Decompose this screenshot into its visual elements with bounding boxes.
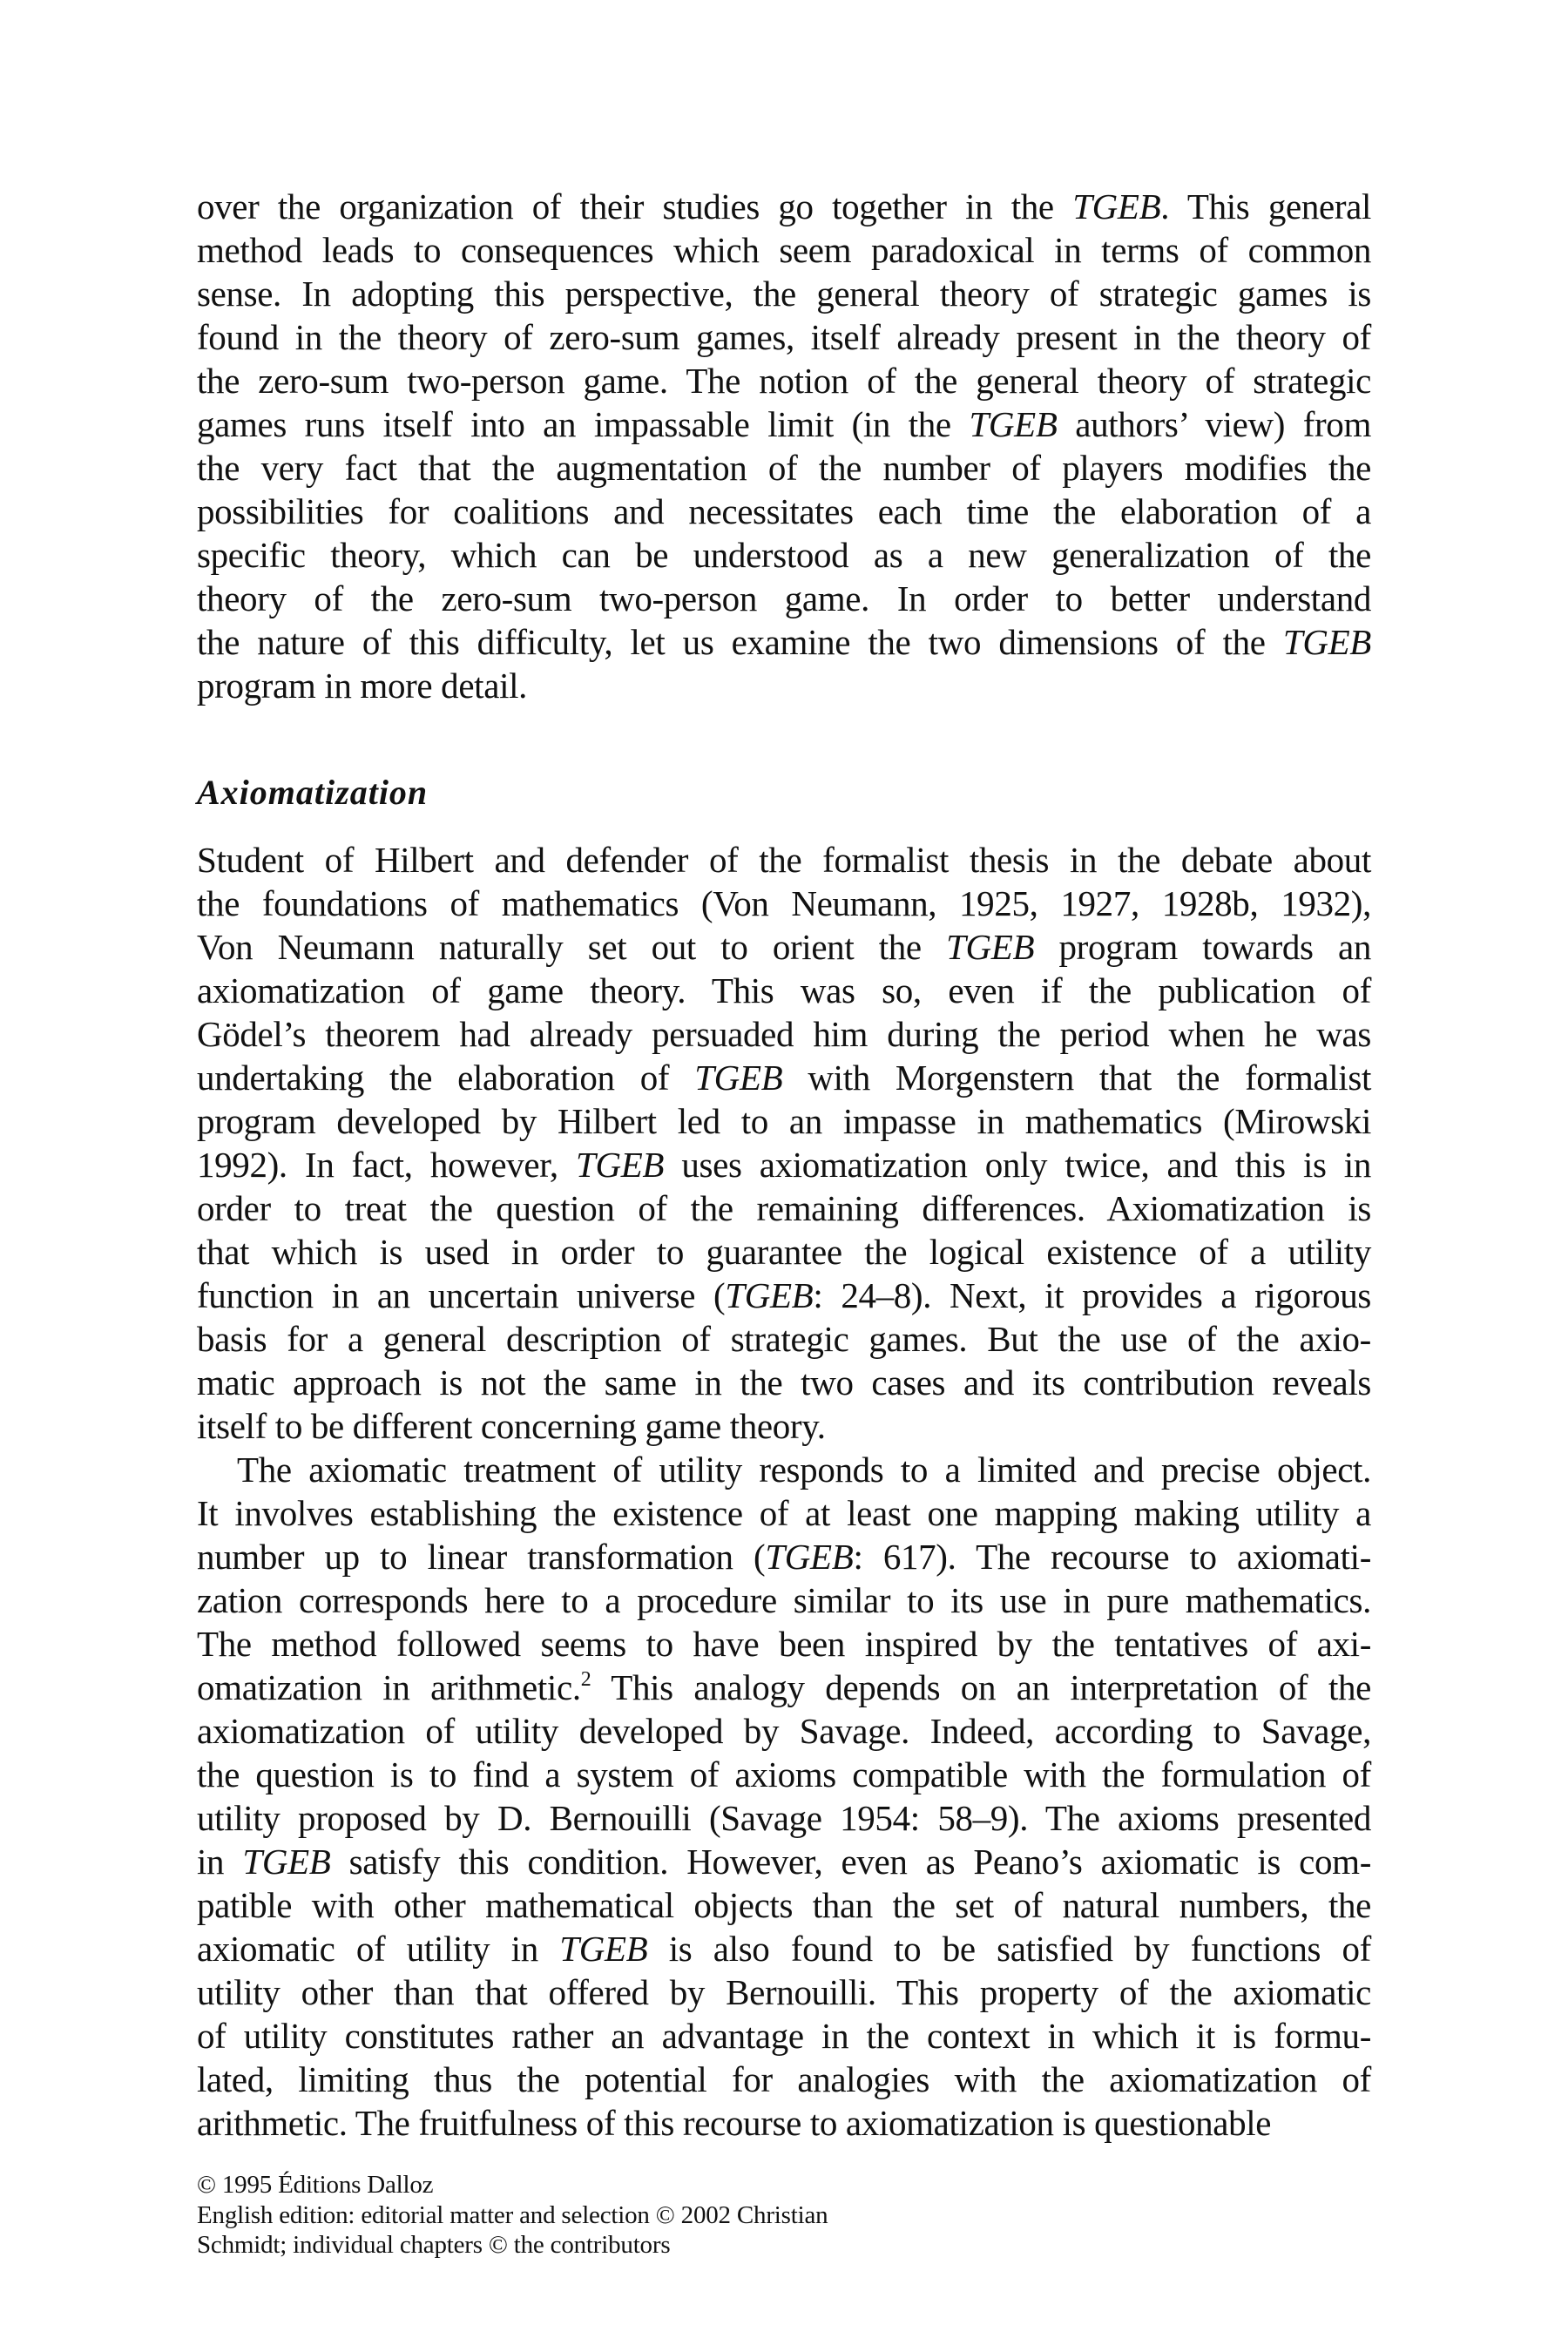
text-line: [197, 1361, 1371, 1404]
text-segment: specific theory, which can be understood as a new generalization of the: [197, 535, 1371, 575]
text-segment: Von Neumann naturally set out to orient the: [197, 927, 947, 967]
text-segment: that which is used in order to guarantee the logical existence of a utility: [197, 1232, 1371, 1272]
text-line: [197, 228, 1371, 272]
copyright-footer: [197, 2170, 1068, 2261]
text-segment: program developed by Hilbert led to an impasse in mathematics (Mirowski: [197, 1101, 1371, 1141]
italic-title: TGEB: [725, 1275, 814, 1315]
text-segment: basis for a general description of strategic games. But the use of the axio-: [197, 1319, 1371, 1359]
text-segment: method leads to consequences which seem paradoxical in terms of common: [197, 230, 1371, 270]
italic-title: TGEB: [694, 1058, 783, 1098]
text-segment: satisfy this condition. However, even as Peano’s axiomatic is com-: [330, 1842, 1372, 1882]
text-line: [197, 969, 1371, 1012]
text-segment: the zero-sum two-person game. The notion of the general theory of strategic: [197, 361, 1371, 401]
text-line: [197, 446, 1371, 490]
text-segment: in: [197, 1842, 243, 1882]
text-segment: the very fact that the augmentation of the number of players modifies the: [197, 448, 1371, 488]
text-line: [197, 1274, 1371, 1317]
text-segment: matic approach is not the same in the two cases and its contribution reveals: [197, 1362, 1371, 1402]
text-segment: It involves establishing the existence of at least one mapping making utility a: [197, 1493, 1371, 1533]
text-line: [197, 1448, 1371, 1491]
text-line: [197, 1753, 1371, 1796]
section-heading: Axiomatization: [197, 773, 429, 812]
text-segment: is also found to be satisfied by functions of: [647, 1929, 1371, 1969]
italic-title: TGEB: [765, 1537, 854, 1577]
text-segment: program in more detail.: [197, 666, 528, 706]
text-segment: utility other than that offered by Bernouilli. This property of the axiomatic: [197, 1972, 1371, 2012]
text-segment: Student of Hilbert and defender of the formalist thesis in the debate about: [197, 840, 1371, 880]
text-line: [197, 925, 1371, 969]
italic-title: TGEB: [946, 927, 1035, 967]
text-segment: order to treat the question of the remaining differences. Axiomatization is: [197, 1188, 1371, 1228]
text-segment: axiomatic of utility in: [197, 1929, 560, 1969]
text-segment: arithmetic. The fruitfulness of this recourse to axiomatization is questionable: [197, 2103, 1272, 2143]
text-line: [197, 1012, 1371, 1056]
text-segment: Gödel’s theorem had already persuaded him during the period when he was: [197, 1014, 1371, 1054]
text-line: [197, 1796, 1371, 1840]
text-line: [197, 1622, 1371, 1666]
text-line: [197, 882, 1371, 925]
text-segment: games runs itself into an impassable limit (in the: [197, 404, 970, 444]
text-line: [197, 2101, 1371, 2145]
text-segment: The method followed seems to have been inspired by the tentatives of axi-: [197, 1624, 1371, 1664]
text-segment: undertaking the elaboration of: [197, 1058, 695, 1098]
italic-title: TGEB: [1072, 186, 1161, 226]
text-line: [197, 1535, 1371, 1578]
italic-title: TGEB: [1282, 622, 1371, 662]
text-line: [197, 1709, 1371, 1753]
text-segment: : 617). The recourse to axiomati-: [853, 1537, 1371, 1577]
text-segment: uses axiomatization only twice, and this is in: [664, 1145, 1372, 1185]
text-segment: of utility constitutes rather an advantage in the context in which it is formu-: [197, 2016, 1371, 2056]
text-segment: the nature of this difficulty, let us examine the two dimensions of the: [197, 622, 1283, 662]
footnote-ref[interactable]: 2: [580, 1668, 591, 1691]
text-segment: possibilities for coalitions and necessitates each time the elaboration of a: [197, 491, 1371, 531]
text-segment: utility proposed by D. Bernouilli (Savage 1954: 58–9). The axioms presented: [197, 1798, 1371, 1838]
footer-line: © 1995 Éditions Dalloz: [197, 2171, 434, 2199]
text-line: [197, 185, 1371, 228]
text-segment: The axiomatic treatment of utility responds to a limited and precise object.: [237, 1450, 1371, 1490]
text-line: [197, 1883, 1371, 1927]
text-line: [197, 402, 1371, 446]
text-line: [197, 272, 1371, 315]
text-segment: with Morgenstern that the formalist: [782, 1058, 1371, 1098]
text-line: [197, 1230, 1371, 1274]
text-segment: : 24–8). Next, it provides a rigorous: [813, 1275, 1371, 1315]
text-segment: omatization in arithmetic.: [197, 1667, 581, 1707]
text-segment: theory of the zero-sum two-person game. In order to better understand: [197, 578, 1371, 618]
text-segment: function in an uncertain universe (: [197, 1275, 726, 1315]
text-segment: . This general: [1160, 186, 1372, 226]
text-line: [197, 838, 1371, 882]
text-line: [197, 1404, 1371, 1448]
footer-line: Schmidt; individual chapters © the contributors: [197, 2231, 671, 2259]
text-line: [197, 577, 1371, 620]
text-segment: This analogy depends on an interpretation of the: [591, 1667, 1371, 1707]
text-line: [197, 1186, 1371, 1230]
text-segment: 1992). In fact, however,: [197, 1145, 577, 1185]
text-line: [197, 1666, 1371, 1709]
text-segment: sense. In adopting this perspective, the general theory of strategic games is: [197, 274, 1371, 314]
text-line: [197, 1143, 1371, 1186]
text-segment: axiomatization of game theory. This was so, even if the publication of: [197, 970, 1371, 1010]
italic-title: TGEB: [242, 1842, 331, 1882]
italic-title: TGEB: [559, 1929, 648, 1969]
text-segment: the foundations of mathematics (Von Neumann, 1925, 1927, 1928b, 1932),: [197, 883, 1371, 923]
text-segment: itself to be different concerning game theory.: [197, 1406, 826, 1446]
text-segment: the question is to find a system of axioms compatible with the formulation of: [197, 1754, 1371, 1794]
text-line: [197, 2014, 1371, 2058]
text-line: [197, 1099, 1371, 1143]
text-line: [197, 533, 1371, 577]
text-segment: axiomatization of utility developed by Savage. Indeed, according to Savage,: [197, 1711, 1371, 1751]
text-line: [197, 1491, 1371, 1535]
text-line: [197, 1056, 1371, 1099]
text-line: [197, 1970, 1371, 2014]
text-line: [197, 2058, 1371, 2101]
text-line: [197, 1840, 1371, 1883]
text-segment: number up to linear transformation (: [197, 1537, 766, 1577]
text-segment: lated, limiting thus the potential for analogies with the axiomatization of: [197, 2059, 1371, 2099]
text-line: [197, 664, 1371, 707]
footer-line: English edition: editorial matter and selection © 2002 Christian: [197, 2200, 828, 2229]
text-segment: zation corresponds here to a procedure similar to its use in pure mathematics.: [197, 1580, 1371, 1620]
text-segment: over the organization of their studies go together in the: [197, 186, 1073, 226]
text-segment: patible with other mathematical objects than the set of natural numbers, the: [197, 1885, 1371, 1925]
text-line: [197, 1578, 1371, 1622]
text-segment: found in the theory of zero-sum games, itself already present in the theory of: [197, 317, 1371, 357]
italic-title: TGEB: [969, 404, 1058, 444]
text-line: [197, 359, 1371, 402]
italic-title: TGEB: [576, 1145, 665, 1185]
text-line: [197, 315, 1371, 359]
text-line: [197, 1317, 1371, 1361]
text-line: [197, 620, 1371, 664]
text-segment: program towards an: [1034, 927, 1371, 967]
text-line: [197, 490, 1371, 533]
text-segment: authors’ view) from: [1057, 404, 1371, 444]
text-line: [197, 1927, 1371, 1970]
